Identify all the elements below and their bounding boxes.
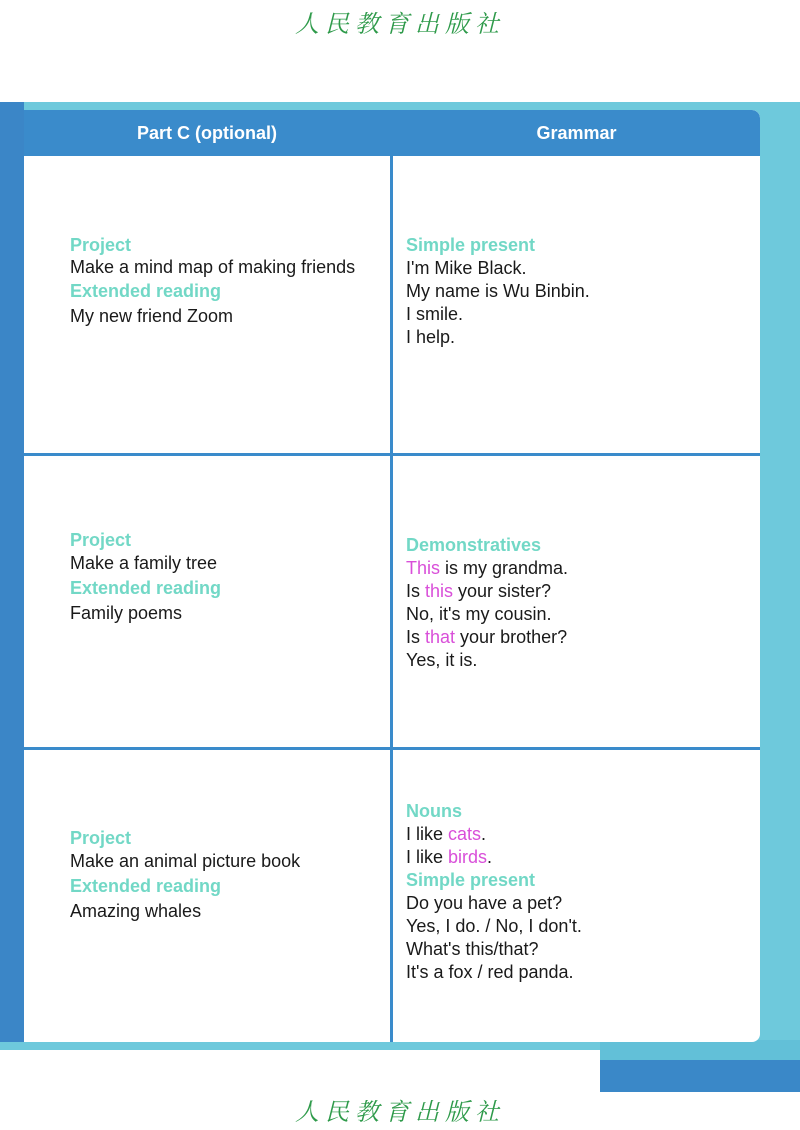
publisher-logo-top: 人民教育出版社: [295, 10, 505, 38]
extended-reading-label: Extended reading: [70, 876, 222, 896]
grammar-heading-nouns: Nouns: [406, 801, 462, 821]
grammar-line: Do you have a pet?: [406, 893, 563, 913]
publisher-logo-bottom: 人民教育出版社: [295, 1098, 505, 1126]
project-label: Project: [70, 530, 132, 550]
grammar-heading: Demonstratives: [406, 535, 542, 555]
partc-cell-1: [70, 234, 370, 328]
grammar-line: Yes, it is.: [406, 650, 478, 670]
partc-cell-2: [70, 529, 370, 625]
partc-cell-3: [70, 827, 370, 923]
grammar-line: Yes, I do. / No, I don't.: [406, 916, 582, 936]
column-divider: [390, 110, 393, 1042]
grammar-line: What's this/that?: [406, 939, 539, 959]
extended-reading-label: Extended reading: [70, 578, 222, 598]
bottom-tab-highlight: [600, 1040, 800, 1060]
grammar-line: I like birds.: [406, 847, 493, 867]
grammar-cell-2: [406, 534, 746, 672]
grammar-cell-1: [406, 234, 746, 349]
extended-reading-text: Family poems: [70, 603, 183, 623]
grammar-line: I smile.: [406, 304, 464, 324]
grammar-heading-simple-present: Simple present: [406, 870, 536, 890]
project-text: Make an animal picture book: [70, 851, 301, 871]
grammar-heading: Simple present: [406, 235, 536, 255]
grammar-line: I'm Mike Black.: [406, 258, 527, 278]
extended-reading-text: Amazing whales: [70, 901, 202, 921]
grammar-line: My name is Wu Binbin.: [406, 281, 590, 301]
grammar-line: No, it's my cousin.: [406, 604, 552, 624]
row-divider-2: [24, 747, 760, 750]
project-label: Project: [70, 828, 132, 848]
syllabus-table: [24, 110, 760, 1042]
extended-reading-text: My new friend Zoom: [70, 306, 234, 326]
grammar-line: Is that your brother?: [406, 627, 568, 647]
grammar-line: I help.: [406, 327, 456, 347]
grammar-cell-3: [406, 800, 746, 984]
grammar-line: This is my grandma.: [406, 558, 569, 578]
grammar-line: Is this your sister?: [406, 581, 552, 601]
row-divider-1: [24, 453, 760, 456]
header-part-c: Part C (optional): [137, 123, 277, 143]
project-text: Make a family tree: [70, 553, 218, 573]
extended-reading-label: Extended reading: [70, 281, 222, 301]
header-grammar: Grammar: [536, 123, 617, 143]
project-text: Make a mind map of making friends: [70, 257, 356, 277]
grammar-line: It's a fox / red panda.: [406, 962, 574, 982]
left-blue-strip: [0, 102, 24, 1042]
project-label: Project: [70, 235, 132, 255]
grammar-line: I like cats.: [406, 824, 487, 844]
